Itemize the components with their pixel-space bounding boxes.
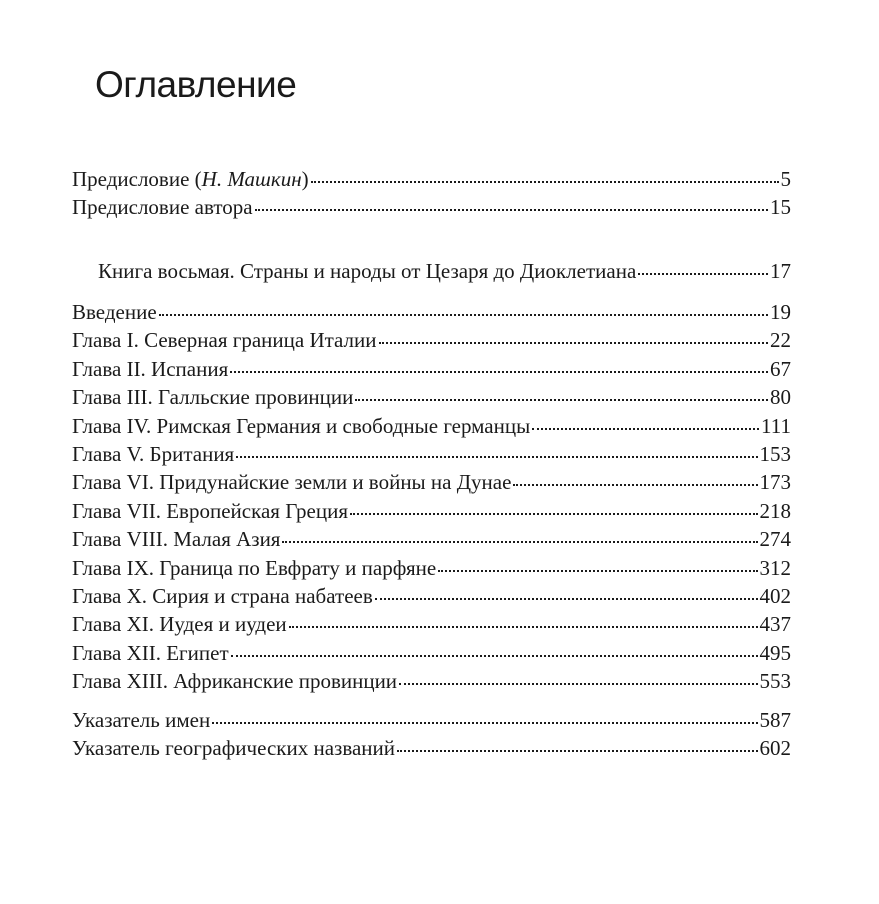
toc-entry-label: Глава I. Северная граница Италии [72, 328, 377, 353]
dot-leader [638, 273, 768, 275]
dot-leader [513, 484, 757, 486]
toc-entry-page: 5 [780, 167, 791, 191]
toc-entry-label: Глава III. Галльские провинции [72, 385, 354, 410]
toc-entry-label: Предисловие автора [72, 195, 253, 220]
toc-entry-page: 495 [759, 640, 791, 665]
toc-entry-label: Глава II. Испания [72, 356, 229, 381]
dot-leader [350, 513, 758, 515]
toc-entry-label: Глава VII. Европейская Греция [72, 498, 348, 523]
chapter-list [72, 298, 791, 696]
toc-entry[interactable] [72, 193, 791, 221]
dot-leader [236, 456, 757, 458]
toc-entry[interactable] [72, 734, 791, 762]
toc-entry-label: Глава VIII. Малая Азия [72, 527, 281, 552]
front-matter-list [72, 165, 791, 222]
toc-entry[interactable] [72, 554, 791, 582]
toc-entry-page: 312 [759, 555, 791, 580]
toc-entry[interactable] [72, 525, 791, 553]
toc-entry-label: Глава V. Британия [72, 442, 235, 467]
toc-entry-label: Глава X. Сирия и страна набатеев [72, 584, 373, 609]
toc-entry-page: 602 [759, 736, 791, 761]
page-title: Оглавление [95, 64, 297, 105]
toc-entry-page: 15 [770, 195, 791, 220]
toc-entry-label: Глава IV. Римская Германия и свободные германцы [72, 413, 531, 438]
toc-entry-label: Книга восьмая. Страны и народы от Цезаря до Диоклетиана [98, 259, 637, 283]
toc-entry-page: 173 [759, 470, 791, 495]
toc-entry[interactable] [72, 412, 791, 440]
toc-entry[interactable] [72, 497, 791, 525]
toc-entry[interactable] [72, 667, 791, 695]
toc-entry[interactable] [72, 383, 791, 411]
toc-entry-label: Глава IX. Граница по Евфрату и парфяне [72, 555, 437, 580]
toc-entry-label: Глава VI. Придунайские земли и войны на Дунае [72, 470, 512, 495]
toc-entry-page: 402 [759, 584, 791, 609]
toc-entry[interactable] [72, 468, 791, 496]
dot-leader [397, 750, 758, 752]
toc-entry-page: 437 [759, 612, 791, 637]
toc-entry-label: Указатель географических названий [72, 736, 395, 761]
toc-entry-page: 218 [759, 498, 791, 523]
toc-entry[interactable] [72, 355, 791, 383]
dot-leader [212, 722, 757, 724]
index-list [72, 706, 791, 763]
dot-leader [311, 181, 779, 183]
toc-entry-label: Введение [72, 300, 157, 324]
toc-entry-label: Глава XI. Иудея и иудеи [72, 612, 287, 637]
toc-entry-page: 19 [770, 300, 791, 324]
toc-entry-label: Глава XII. Египет [72, 640, 229, 665]
toc-entry[interactable] [72, 639, 791, 667]
toc-entry-book[interactable] [72, 257, 791, 285]
toc-entry-page: 22 [770, 328, 791, 353]
toc-entry-label: Глава XIII. Африканские провинции [72, 669, 398, 694]
toc-entry-label: Указатель имен [72, 708, 211, 732]
toc-entry[interactable] [72, 165, 791, 193]
author-name: Н. Машкин [201, 167, 302, 191]
dot-leader [375, 598, 758, 600]
dot-leader [231, 655, 758, 657]
toc-entry[interactable] [72, 440, 791, 468]
dot-leader [230, 371, 768, 373]
toc-entry-label: Предисловие (Н. Машкин) [72, 167, 309, 191]
dot-leader [255, 209, 768, 211]
toc-entry-page: 553 [759, 669, 791, 694]
toc-entry-page: 587 [759, 708, 791, 732]
dot-leader [289, 626, 758, 628]
dot-leader [282, 541, 757, 543]
dot-leader [399, 683, 757, 685]
toc-entry-page: 17 [770, 259, 791, 283]
toc-entry[interactable] [72, 706, 791, 734]
toc-entry-page: 153 [759, 442, 791, 467]
dot-leader [379, 342, 768, 344]
dot-leader [532, 428, 759, 430]
toc-entry[interactable] [72, 326, 791, 354]
toc-entry-page: 111 [761, 413, 791, 438]
toc-entry[interactable] [72, 298, 791, 326]
toc-entry[interactable] [72, 610, 791, 638]
toc-entry-page: 80 [770, 385, 791, 410]
toc-entry-page: 67 [770, 356, 791, 381]
toc-entry[interactable] [72, 582, 791, 610]
dot-leader [355, 399, 768, 401]
book-heading [72, 257, 791, 285]
toc-entry-page: 274 [759, 527, 791, 552]
dot-leader [159, 314, 768, 316]
dot-leader [438, 570, 757, 572]
